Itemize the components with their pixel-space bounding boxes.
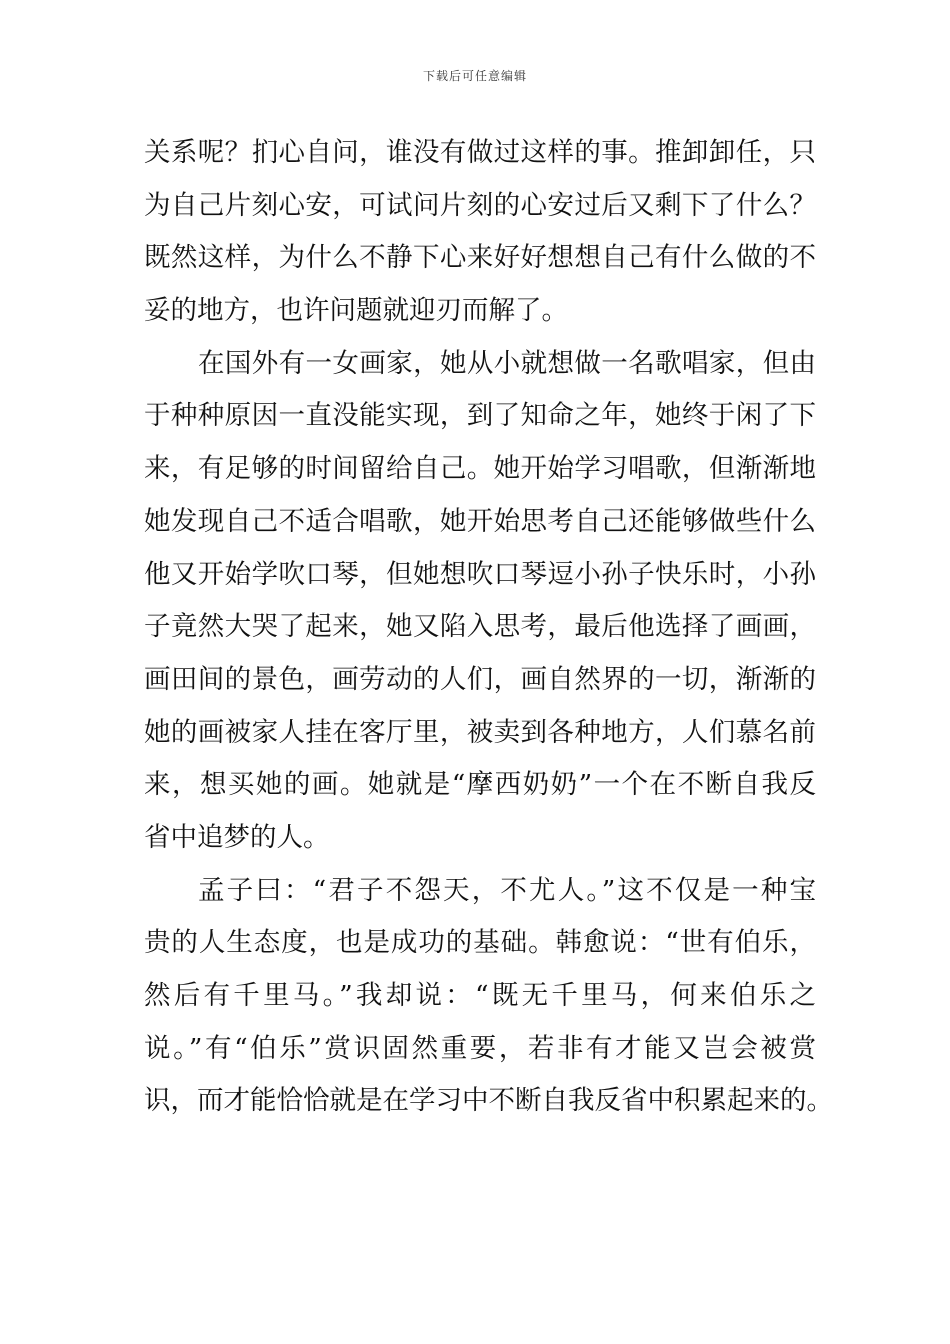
paragraph-1-line-4: 妥的地方，也许问题就迎刃而解了。 — [144, 295, 568, 327]
paragraph-1-line-1: 关系呢？扪心自问，谁没有做过这样的事。推卸卸任，只 — [144, 137, 816, 168]
paragraph-3-line-1: 孟子曰：“君子不怨天，不尤人。”这不仅是一种宝 — [198, 874, 816, 906]
paragraph-2-line-10: 省中追梦的人。 — [144, 821, 330, 853]
paragraph-1-line-3: 既然这样，为什么不静下心来好好想想自己有什么做的不 — [144, 242, 816, 274]
paragraph-3-line-5: 识，而才能恰恰就是在学习中不断自我反省中积累起来的。 — [144, 1085, 833, 1117]
paragraph-2-line-5: 他又开始学吹口琴，但她想吹口琴逗小孙子快乐时，小孙 — [144, 558, 816, 590]
paragraph-2-line-1: 在国外有一女画家，她从小就想做一名歌唱家，但由 — [198, 347, 816, 379]
body-text — [144, 133, 833, 1134]
paragraph-2-line-4: 她发现自己不适合唱歌，她开始思考自己还能够做些什么 — [144, 505, 816, 537]
paragraph-1-line-2: 为自己片刻心安，可试问片刻的心安过后又剩下了什么？ — [144, 189, 816, 221]
paragraph-2-line-6: 子竟然大哭了起来，她又陷入思考，最后他选择了画画， — [144, 611, 816, 643]
paragraph-2-line-2: 于种种原因一直没能实现，到了知命之年，她终于闲了下 — [144, 400, 816, 432]
paragraph-2-line-7: 画田间的景色，画劳动的人们，画自然界的一切，渐渐的 — [144, 663, 816, 695]
paragraph-2-line-8: 她的画被家人挂在客厅里，被卖到各种地方，人们慕名前 — [144, 716, 816, 748]
paragraph-2-line-3: 来，有足够的时间留给自己。她开始学习唱歌，但渐渐地 — [144, 453, 816, 485]
paragraph-2-line-9: 来，想买她的画。她就是“摩西奶奶”一个在不断自我反 — [144, 769, 816, 801]
header-note: 下载后可任意编辑 — [422, 69, 527, 83]
paragraph-3-line-3: 然后有千里马。”我却说：“既无千里马，何来伯乐之 — [144, 980, 816, 1011]
paragraph-3-line-4: 说。”有“伯乐”赏识固然重要，若非有才能又岂会被赏 — [144, 1032, 816, 1064]
paragraph-3-line-2: 贵的人生态度，也是成功的基础。韩愈说：“世有伯乐， — [144, 927, 816, 959]
